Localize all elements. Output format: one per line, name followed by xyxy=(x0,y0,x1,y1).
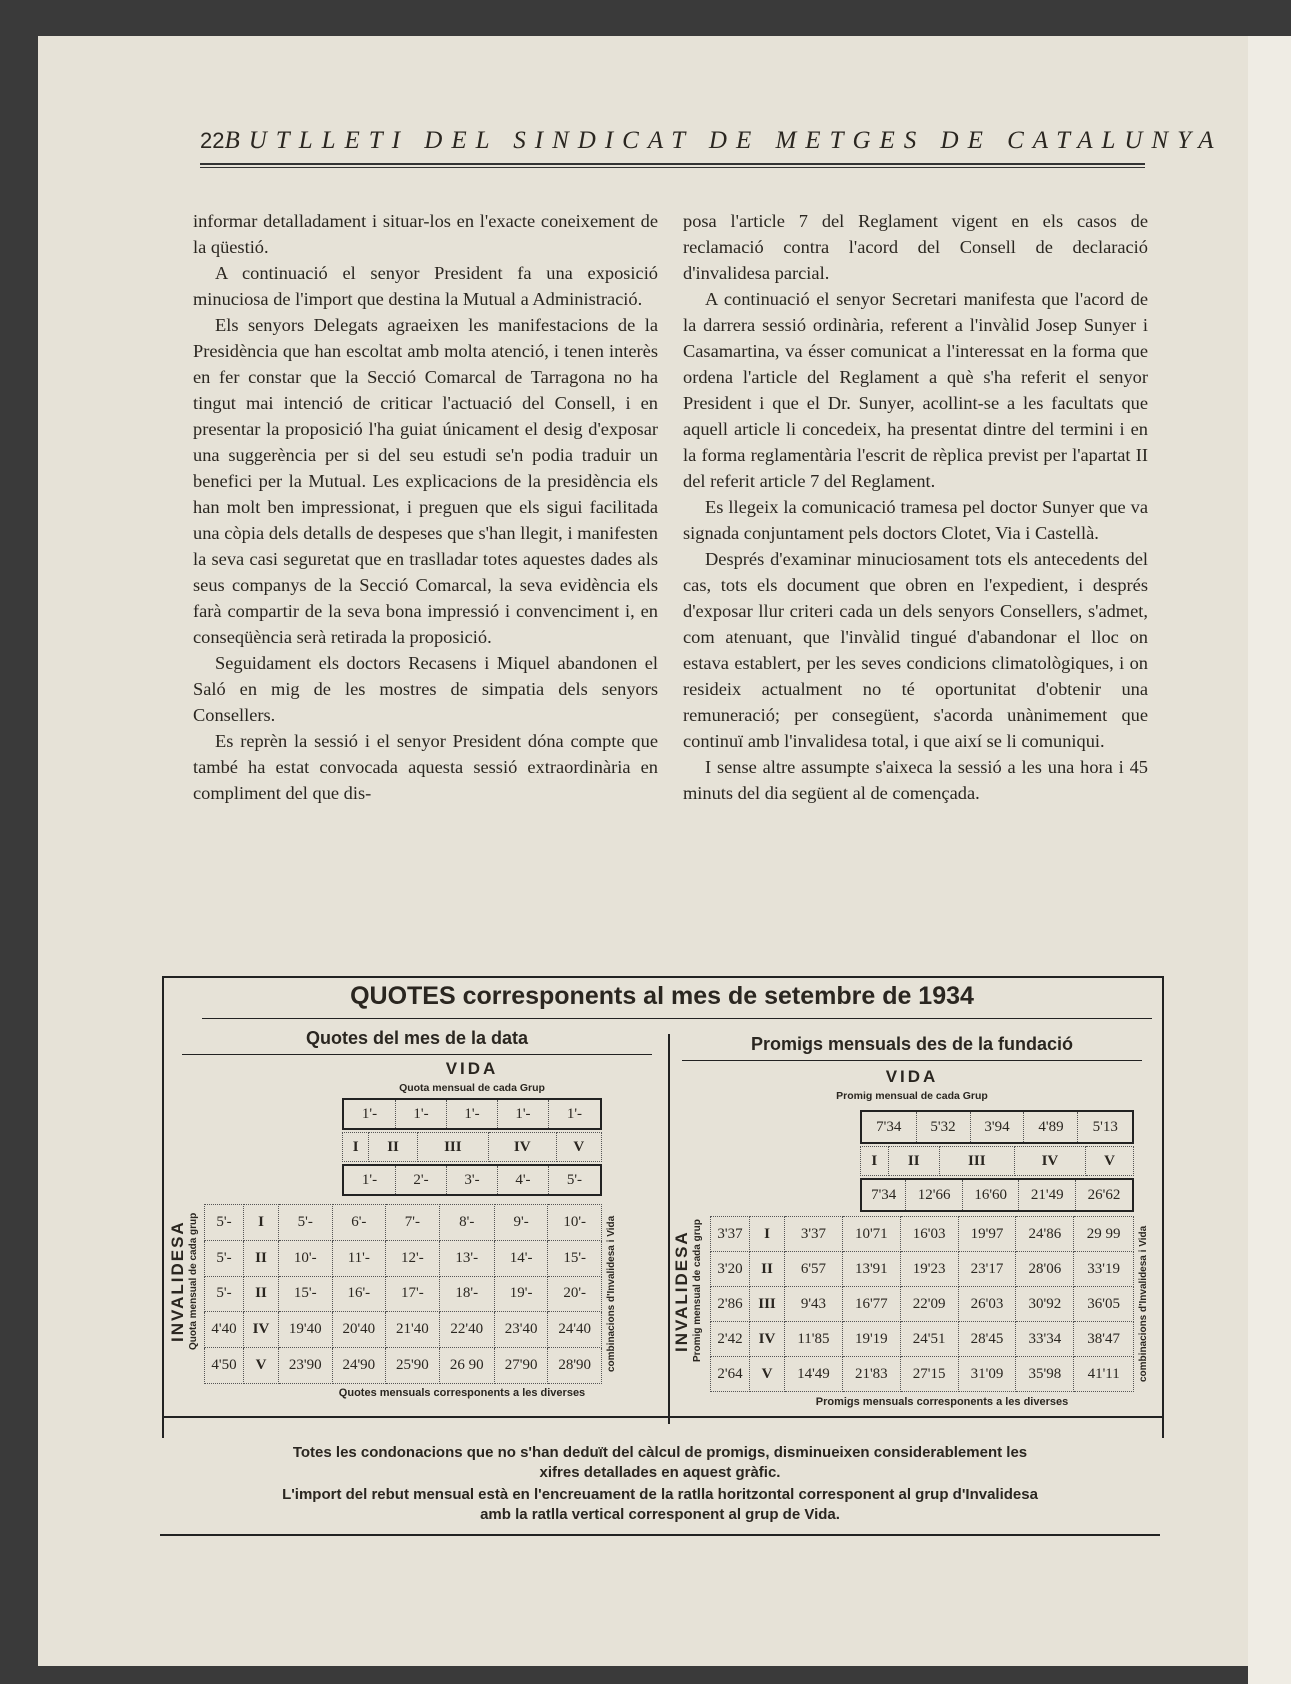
vida-cum-cell: 21'49 xyxy=(1019,1179,1076,1211)
matrix-row xyxy=(711,1287,1134,1322)
combination-cell: 41'11 xyxy=(1074,1357,1134,1392)
left-subtitle: Quotes del mes de la data xyxy=(305,1028,529,1048)
vida-cum-cell: 5'- xyxy=(548,1165,601,1195)
combination-cell: 24'86 xyxy=(1016,1217,1074,1252)
paragraph: A continuació el senyor Secretari manifesta que l'acord de la darrera sessió ordinària, referent a l'invàlid Josep Sunyer i Casamartina, va ésser comunicat a l'interessat en la forma que ordena l'article del Reglament a què s'ha referit el senyor President i que el Dr. Sunyer, acollint-se a les facultats que aquell article li concedeix, ha presentat dintre del termini i en la forma reglamentària l'escrit de rèplica previst per l'apartat II del referit article 7 del Reglament. xyxy=(683,289,1148,491)
subtitle-rule xyxy=(682,1060,1142,1061)
matrix-row xyxy=(205,1276,602,1312)
inv-value-cell: 3'37 xyxy=(711,1217,750,1252)
combination-cell: 3'37 xyxy=(785,1217,843,1252)
left-right-label: combinacions d'Invalidesa i Vida xyxy=(606,1215,617,1373)
combination-cell: 8'- xyxy=(439,1205,494,1241)
combination-cell: 26'03 xyxy=(958,1287,1016,1322)
right-matrix xyxy=(710,1216,1134,1392)
inv-value-cell: 2'64 xyxy=(711,1357,750,1392)
combination-cell: 24'40 xyxy=(548,1312,602,1348)
matrix-row xyxy=(711,1217,1134,1252)
vida-promig-cell: 7'34 xyxy=(861,1111,916,1143)
group-cell: V xyxy=(556,1133,601,1162)
vida-cum-cell: 7'34 xyxy=(861,1179,906,1211)
combination-cell: 16'03 xyxy=(900,1217,958,1252)
inv-value-cell: 2'42 xyxy=(711,1322,750,1357)
vida-promig-cell: 5'32 xyxy=(916,1111,970,1143)
combination-cell: 6'57 xyxy=(785,1252,843,1287)
inv-value-cell: 4'40 xyxy=(205,1312,244,1348)
matrix-row xyxy=(711,1252,1134,1287)
right-vida-cum xyxy=(860,1178,1134,1212)
paragraph: informar detalladament i situar-los en l'exacte coneixement de la qüestió. xyxy=(193,211,658,257)
combination-cell: 29 99 xyxy=(1074,1217,1134,1252)
paragraph: I sense altre assumpte s'aixeca la sessió a les una hora i 45 minuts del dia següent al de començada. xyxy=(683,757,1148,803)
paragraph: posa l'article 7 del Reglament vigent en els casos de reclamació contra l'acord del Consell de declaració d'invalidesa parcial. xyxy=(683,211,1148,283)
right-inv-label: INVALIDESA xyxy=(672,1230,691,1352)
vida-cum-cell: 3'- xyxy=(447,1165,498,1195)
combination-cell: 21'40 xyxy=(386,1312,440,1348)
vida-promig-cell: 3'94 xyxy=(970,1111,1024,1143)
combination-cell: 19'97 xyxy=(958,1217,1016,1252)
inv-group-cell: I xyxy=(750,1217,785,1252)
combination-cell: 15'- xyxy=(548,1240,602,1276)
left-vida-sub: Quota mensual de cada Grup xyxy=(399,1082,545,1094)
subtitle-rule xyxy=(182,1054,652,1055)
combination-cell: 17'- xyxy=(386,1276,440,1312)
combination-cell: 36'05 xyxy=(1074,1287,1134,1322)
table-bottom-rule xyxy=(162,1416,1162,1418)
paragraph: Es llegeix la comunicació tramesa pel doctor Sunyer que va signada conjuntament pels doctors Clotet, Via i Castellà. xyxy=(683,497,1148,543)
combination-cell: 9'43 xyxy=(785,1287,843,1322)
matrix-row xyxy=(711,1322,1134,1357)
combination-cell: 30'92 xyxy=(1016,1287,1074,1322)
inv-value-cell: 3'20 xyxy=(711,1252,750,1287)
combination-cell: 16'- xyxy=(332,1276,386,1312)
left-inv-label: INVALIDESA xyxy=(168,1220,187,1342)
vida-cum-cell: 12'66 xyxy=(906,1179,963,1211)
combination-cell: 9'- xyxy=(494,1205,548,1241)
combination-cell: 20'- xyxy=(548,1276,602,1312)
combination-cell: 10'- xyxy=(279,1240,333,1276)
group-cell: V xyxy=(1086,1147,1134,1176)
combination-cell: 24'90 xyxy=(332,1348,386,1384)
group-cell: III xyxy=(939,1147,1014,1176)
right-vida-sub: Promig mensual de cada Grup xyxy=(836,1090,988,1102)
combination-cell: 19'23 xyxy=(900,1252,958,1287)
left-vida-label: VIDA xyxy=(445,1059,499,1078)
combination-cell: 11'- xyxy=(332,1240,386,1276)
combination-cell: 7'- xyxy=(386,1205,440,1241)
inv-group-cell: IV xyxy=(244,1312,279,1348)
combination-cell: 25'90 xyxy=(386,1348,440,1384)
combination-cell: 19'- xyxy=(494,1276,548,1312)
vida-quota-cell: 1'- xyxy=(343,1099,396,1129)
group-cell: II xyxy=(888,1147,939,1176)
group-cell: IV xyxy=(488,1133,556,1162)
combination-cell: 23'90 xyxy=(279,1348,333,1384)
matrix-row xyxy=(205,1205,602,1241)
combination-cell: 10'- xyxy=(548,1205,602,1241)
left-vida-quota xyxy=(342,1098,602,1130)
combination-cell: 28'90 xyxy=(548,1348,602,1384)
combination-cell: 5'- xyxy=(279,1205,333,1241)
combination-cell: 21'83 xyxy=(842,1357,900,1392)
combination-cell: 12'- xyxy=(386,1240,440,1276)
combination-cell: 27'90 xyxy=(494,1348,548,1384)
combination-cell: 14'- xyxy=(494,1240,548,1276)
inv-group-cell: V xyxy=(750,1357,785,1392)
matrix-row xyxy=(205,1240,602,1276)
combination-cell: 22'40 xyxy=(439,1312,494,1348)
combination-cell: 33'19 xyxy=(1074,1252,1134,1287)
right-vida-label: VIDA xyxy=(885,1067,939,1086)
group-cell: I xyxy=(343,1133,369,1162)
combination-cell: 22'09 xyxy=(900,1287,958,1322)
combination-cell: 26 90 xyxy=(439,1348,494,1384)
adjacent-page-edge xyxy=(1248,36,1291,1684)
vida-promig-cell: 5'13 xyxy=(1078,1111,1133,1143)
right-inv-sub: Promig mensual de cada grup xyxy=(692,1219,703,1363)
combination-cell: 18'- xyxy=(439,1276,494,1312)
vida-promig-cell: 4'89 xyxy=(1024,1111,1078,1143)
vida-quota-cell: 1'- xyxy=(497,1099,548,1129)
inv-value-cell: 4'50 xyxy=(205,1348,244,1384)
footer-note-1b: xifres detallades en aquest gràfic. xyxy=(539,1464,781,1481)
combination-cell: 24'51 xyxy=(900,1322,958,1357)
left-groups xyxy=(342,1132,602,1162)
paragraph: Es reprèn la sessió i el senyor President dóna compte que també ha estat convocada aquesta sessió extraordinària en compliment del que dis- xyxy=(193,731,658,803)
vida-quota-cell: 1'- xyxy=(396,1099,447,1129)
combination-cell: 23'17 xyxy=(958,1252,1016,1287)
right-right-label: combinacions d'Invalidesa i Vida xyxy=(1138,1225,1149,1383)
left-bottom-label: Quotes mensuals corresponents a les diverses xyxy=(338,1387,586,1399)
combination-cell: 13'- xyxy=(439,1240,494,1276)
group-cell: I xyxy=(861,1147,889,1176)
paragraph: Seguidament els doctors Recasens i Miquel abandonen el Saló en mig de les mostres de simpatia dels senyors Consellers. xyxy=(193,653,658,725)
header-rule xyxy=(200,163,1145,165)
vida-cum-cell: 16'60 xyxy=(962,1179,1019,1211)
paragraph: Els senyors Delegats agraeixen les manifestacions de la Presidència que han escoltat amb molta atenció, i tenen interès en fer constar que la Secció Comarcal de Tarragona no ha tingut mai intenció de criticar l'actuació del Consell, i en presentar la proposició l'ha guiat únicament el desig d'exposar una suggerència per si del seu estudi se'n podia traduir un benefici per la Mutual. Les explicacions de la presidència els han molt ben impressionat, i preguen que els sigui facilitada una còpia dels detalls de despeses que s'han llegit, i manifesten la seva casi seguretat que en traslladar totes aquestes dades als seus companys de la Secció Comarcal, la seva evidència els farà compartir de la seva bona impressió i convenciment i, en conseqüència serà retirada la proposició. xyxy=(193,315,658,647)
combination-cell: 31'09 xyxy=(958,1357,1016,1392)
journal-title: BUTLLETI DEL SINDICAT DE METGES DE CATALUNYA xyxy=(224,127,1223,154)
inv-group-cell: III xyxy=(750,1287,785,1322)
inv-group-cell: V xyxy=(244,1348,279,1384)
combination-cell: 28'06 xyxy=(1016,1252,1074,1287)
running-header xyxy=(200,127,1223,168)
combination-cell: 20'40 xyxy=(332,1312,386,1348)
combination-cell: 35'98 xyxy=(1016,1357,1074,1392)
combination-cell: 27'15 xyxy=(900,1357,958,1392)
combination-cell: 11'85 xyxy=(785,1322,843,1357)
paragraph: Després d'examinar minuciosament tots els antecedents del cas, tots els document que obren en l'expedient, i després d'exposar llur criteri cada un dels senyors Consellers, s'admet, com atenuant, que l'invàlid tingué d'abandonar el lloc on estava establert, per les seves condicions climatològiques, i on resideix actualment no té oportunitat d'obtenir una remuneració; per consegüent, s'acorda unànimement que continuï amb l'invalidesa total, i que així se li comuniqui. xyxy=(683,549,1148,751)
combination-cell: 19'19 xyxy=(842,1322,900,1357)
column-divider xyxy=(668,1034,670,1424)
right-bottom-label: Promigs mensuals corresponents a les diverses xyxy=(815,1396,1069,1408)
combination-cell: 38'47 xyxy=(1074,1322,1134,1357)
footer-note-2: L'import del rebut mensual està en l'encreuament de la ratlla horitzontal corresponent al grup d'Invalidesa xyxy=(282,1486,1038,1503)
inv-value-cell: 5'- xyxy=(205,1276,244,1312)
combination-cell: 13'91 xyxy=(842,1252,900,1287)
matrix-row xyxy=(711,1357,1134,1392)
footer-note-1: Totes les condonacions que no s'han deduït del càlcul de promigs, disminueixen considerablement les xyxy=(292,1444,1028,1461)
inv-value-cell: 5'- xyxy=(205,1205,244,1241)
left-inv-sub: Quota mensual de cada grup xyxy=(188,1212,199,1350)
right-groups xyxy=(860,1146,1134,1176)
inv-group-cell: II xyxy=(750,1252,785,1287)
vida-cum-cell: 4'- xyxy=(497,1165,548,1195)
combination-cell: 33'34 xyxy=(1016,1322,1074,1357)
footer-note-2b: amb la ratlla vertical corresponent al grup de Vida. xyxy=(480,1506,840,1523)
right-subtitle: Promigs mensuals des de la fundació xyxy=(750,1034,1074,1054)
quotes-table xyxy=(162,976,1162,1436)
group-cell: II xyxy=(369,1133,418,1162)
left-vida-cum xyxy=(342,1164,602,1196)
combination-cell: 19'40 xyxy=(279,1312,333,1348)
combination-cell: 10'71 xyxy=(842,1217,900,1252)
right-vida-promig xyxy=(860,1110,1134,1144)
inv-group-cell: II xyxy=(244,1276,279,1312)
vida-cum-cell: 1'- xyxy=(343,1165,396,1195)
group-cell: IV xyxy=(1014,1147,1085,1176)
combination-cell: 16'77 xyxy=(842,1287,900,1322)
inv-value-cell: 2'86 xyxy=(711,1287,750,1322)
combination-cell: 6'- xyxy=(332,1205,386,1241)
combination-cell: 14'49 xyxy=(785,1357,843,1392)
header-rule-thin xyxy=(200,167,1145,168)
inv-group-cell: I xyxy=(244,1205,279,1241)
page-number: 22 xyxy=(200,128,225,153)
title-rule xyxy=(202,1018,1152,1019)
matrix-row xyxy=(205,1348,602,1384)
left-matrix xyxy=(204,1204,602,1384)
inv-group-cell: II xyxy=(244,1240,279,1276)
group-cell: III xyxy=(417,1133,488,1162)
left-column xyxy=(193,208,658,806)
inv-value-cell: 5'- xyxy=(205,1240,244,1276)
combination-cell: 15'- xyxy=(279,1276,333,1312)
vida-cum-cell: 26'62 xyxy=(1076,1179,1133,1211)
vida-quota-cell: 1'- xyxy=(548,1099,601,1129)
table-title: QUOTES corresponents al mes de setembre de 1934 xyxy=(350,982,974,1010)
vida-quota-cell: 1'- xyxy=(447,1099,498,1129)
combination-cell: 28'45 xyxy=(958,1322,1016,1357)
combination-cell: 23'40 xyxy=(494,1312,548,1348)
page-bottom-rule xyxy=(160,1534,1160,1536)
matrix-row xyxy=(205,1312,602,1348)
vida-cum-cell: 2'- xyxy=(396,1165,447,1195)
right-column xyxy=(683,208,1148,806)
paragraph: A continuació el senyor President fa una exposició minuciosa de l'import que destina la Mutual a Administració. xyxy=(193,263,658,309)
inv-group-cell: IV xyxy=(750,1322,785,1357)
